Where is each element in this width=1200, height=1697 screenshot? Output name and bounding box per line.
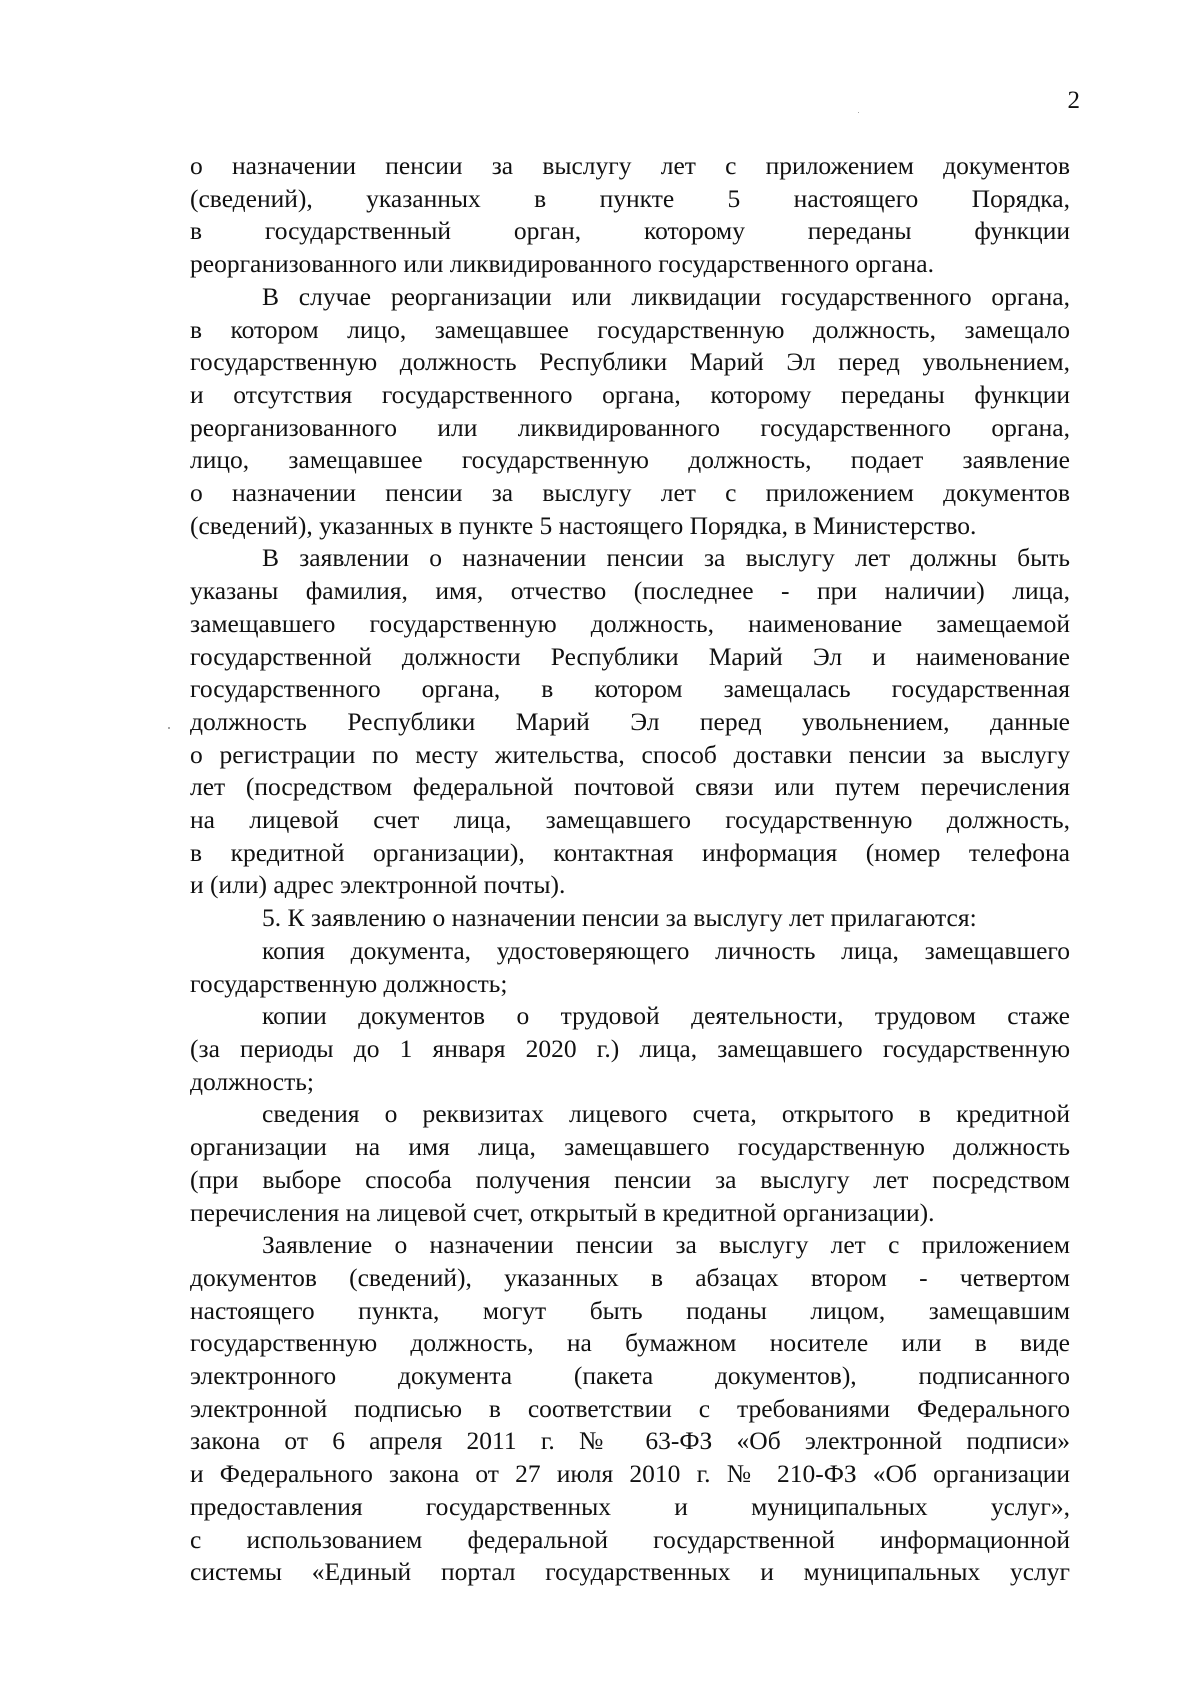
text-line: лицо, замещавшее государственную должность, подает заявление: [190, 445, 1070, 475]
paragraph: [190, 1229, 1070, 1589]
paragraph: [190, 542, 1070, 902]
text-line: государственную должность, на бумажном носителе или в виде: [190, 1328, 1070, 1358]
paragraph: [190, 1098, 1070, 1229]
text-line: с использованием федеральной государственной информационной: [190, 1524, 1070, 1554]
text-line: электронного документа (пакета документов), подписанного: [190, 1361, 1070, 1391]
paragraph: [190, 935, 1070, 1000]
text-line: Заявление о назначении пенсии за выслугу лет с приложением: [262, 1230, 1070, 1260]
text-line: копии документов о трудовой деятельности, трудовом стаже: [262, 1001, 1070, 1031]
paragraph: [190, 902, 1070, 935]
text-line: и (или) адрес электронной почты).: [190, 870, 566, 900]
text-line: документов (сведений), указанных в абзацах втором - четвертом: [190, 1262, 1070, 1292]
scan-speck: [858, 112, 859, 113]
text-line: настоящего пункта, могут быть поданы лицом, замещавшим: [190, 1295, 1070, 1325]
text-line: государственной должности Республики Марий Эл и наименование: [190, 641, 1070, 671]
text-line: государственную должность Республики Марий Эл перед увольнением,: [190, 347, 1070, 377]
text-line: о регистрации по месту жительства, способ доставки пенсии за выслугу: [190, 739, 1070, 769]
text-line: должность Республики Марий Эл перед увольнением, данные: [190, 706, 1070, 736]
text-line: 5. К заявлению о назначении пенсии за выслугу лет прилагаются:: [262, 903, 977, 933]
text-line: (при выборе способа получения пенсии за выслугу лет посредством: [190, 1164, 1070, 1194]
text-line: на лицевой счет лица, замещавшего государственную должность,: [190, 805, 1070, 835]
text-line: замещавшего государственную должность, наименование замещаемой: [190, 608, 1070, 638]
scan-speck: [168, 727, 170, 729]
document-body: [190, 150, 1070, 1589]
text-line: реорганизованного или ликвидированного государственного органа.: [190, 249, 934, 279]
paragraph: [190, 281, 1070, 543]
paragraph: [190, 1000, 1070, 1098]
text-line: государственную должность;: [190, 968, 508, 998]
text-line: реорганизованного или ликвидированного государственного органа,: [190, 412, 1070, 442]
text-line: (сведений), указанных в пункте 5 настоящего Порядка,: [190, 183, 1070, 213]
text-line: системы «Единый портал государственных и муниципальных услуг: [190, 1557, 1070, 1587]
page-number: 2: [1067, 87, 1080, 114]
text-line: сведения о реквизитах лицевого счета, открытого в кредитной: [262, 1099, 1070, 1129]
text-line: в государственный орган, которому переданы функции: [190, 216, 1070, 246]
text-line: (сведений), указанных в пункте 5 настоящего Порядка, в Министерство.: [190, 510, 977, 540]
text-line: о назначении пенсии за выслугу лет с приложением документов: [190, 478, 1070, 508]
text-line: и отсутствия государственного органа, которому переданы функции: [190, 379, 1070, 409]
text-line: предоставления государственных и муниципальных услуг»,: [190, 1491, 1070, 1521]
text-line: закона от 6 апреля 2011 г. № 63-ФЗ «Об электронной подписи»: [190, 1426, 1070, 1456]
text-line: перечисления на лицевой счет, открытый в кредитной организации).: [190, 1197, 935, 1227]
text-line: о назначении пенсии за выслугу лет с приложением документов: [190, 151, 1070, 180]
text-line: организации на имя лица, замещавшего государственную должность: [190, 1132, 1070, 1162]
text-line: должность;: [190, 1066, 314, 1096]
text-line: в кредитной организации), контактная информация (номер телефона: [190, 837, 1070, 867]
text-line: В случае реорганизации или ликвидации государственного органа,: [262, 281, 1070, 311]
text-line: В заявлении о назначении пенсии за выслугу лет должны быть: [262, 543, 1070, 573]
paragraph: [190, 150, 1070, 281]
text-line: указаны фамилия, имя, отчество (последнее - при наличии) лица,: [190, 576, 1070, 606]
text-line: электронной подписью в соответствии с требованиями Федерального: [190, 1393, 1070, 1423]
text-line: (за периоды до 1 января 2020 г.) лица, замещавшего государственную: [190, 1033, 1070, 1063]
text-line: государственного органа, в котором замещалась государственная: [190, 674, 1070, 704]
text-line: в котором лицо, замещавшее государственную должность, замещало: [190, 314, 1070, 344]
text-line: лет (посредством федеральной почтовой связи или путем перечисления: [190, 772, 1070, 802]
text-line: и Федерального закона от 27 июля 2010 г. № 210-ФЗ «Об организации: [190, 1459, 1070, 1489]
text-line: копия документа, удостоверяющего личность лица, замещавшего: [262, 935, 1070, 965]
